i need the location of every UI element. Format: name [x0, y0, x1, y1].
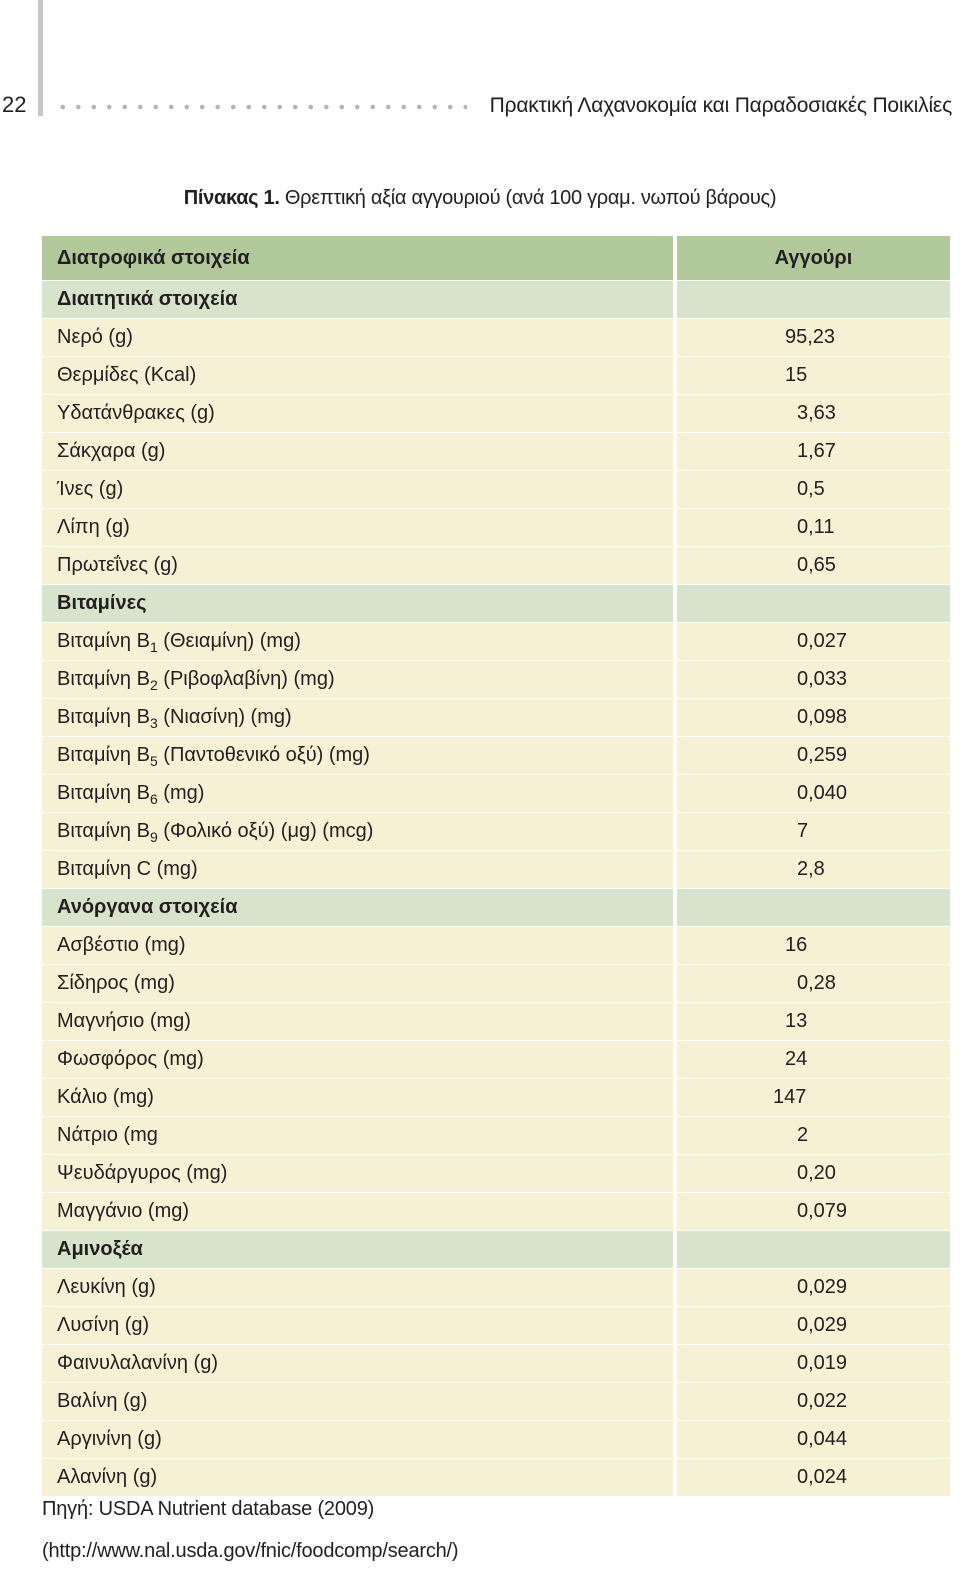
- cucumber-value-cell: [675, 927, 950, 965]
- table-row: [42, 509, 950, 547]
- nutrient-label-cell: [42, 699, 675, 737]
- nutrient-value: 16: [785, 934, 808, 956]
- nutrient-name-suffix: (Νιασίνη) (mg): [157, 706, 292, 728]
- section-empty-cell: [675, 281, 950, 319]
- cucumber-value-cell: [675, 1041, 950, 1079]
- nutrient-label-cell: [42, 1307, 675, 1345]
- table-row: [42, 357, 950, 395]
- vitamin-subscript: 3: [149, 715, 158, 731]
- section-header-row: [42, 889, 950, 927]
- nutrient-value: 0,040: [797, 782, 848, 804]
- table-row: [42, 1459, 950, 1497]
- nutrient-name: Αργινίνη (g): [57, 1428, 162, 1450]
- cucumber-value-cell: [675, 1421, 950, 1459]
- nutrient-value: 15: [785, 364, 808, 386]
- dotted-leader: [55, 103, 467, 111]
- nutrient-value: 0,11: [797, 516, 835, 538]
- nutrient-value: 3,63: [797, 402, 836, 424]
- cucumber-value-cell: [675, 661, 950, 699]
- table-row: [42, 433, 950, 471]
- table-row: [42, 737, 950, 775]
- table-row: [42, 1269, 950, 1307]
- table-row: [42, 851, 950, 889]
- cucumber-value-cell: [675, 1459, 950, 1497]
- nutrient-label-cell: [42, 1155, 675, 1193]
- cucumber-value-cell: [675, 1079, 950, 1117]
- nutrient-label-cell: [42, 1193, 675, 1231]
- section-empty-cell: [675, 585, 950, 623]
- cucumber-value-cell: [675, 737, 950, 775]
- nutrient-value: 7: [797, 820, 809, 842]
- nutrient-name: Βιταμίνη B: [57, 630, 150, 652]
- table-row: [42, 1307, 950, 1345]
- column-header-nutrients: Διατροφικά στοιχεία: [42, 236, 675, 281]
- nutrient-label-cell: [42, 623, 675, 661]
- table-row: [42, 471, 950, 509]
- table-row: [42, 661, 950, 699]
- nutrient-label-cell: [42, 1421, 675, 1459]
- cucumber-value-cell: [675, 471, 950, 509]
- nutrient-value: 0,044: [797, 1428, 848, 1450]
- cucumber-value-cell: [675, 319, 950, 357]
- nutrient-value: 0,027: [797, 630, 848, 652]
- section-empty-cell: [675, 889, 950, 927]
- margin-rule: [38, 0, 43, 116]
- table-row: [42, 1041, 950, 1079]
- table-row: [42, 699, 950, 737]
- cucumber-value-cell: [675, 965, 950, 1003]
- nutrient-name: Βιταμίνη B: [57, 744, 150, 766]
- nutrient-name-suffix: (Θειαμίνη) (mg): [157, 630, 301, 652]
- cucumber-value-cell: [675, 433, 950, 471]
- page-number: 22: [2, 92, 27, 117]
- nutrient-label-cell: [42, 927, 675, 965]
- section-header-row: [42, 585, 950, 623]
- cucumber-value-cell: [675, 547, 950, 585]
- cucumber-value-cell: [675, 1117, 950, 1155]
- nutrient-value: 0,029: [797, 1276, 848, 1298]
- nutrient-name-suffix: (Ριβοφλαβίνη) (mg): [157, 668, 335, 690]
- cucumber-value-cell: [675, 1345, 950, 1383]
- nutrient-value: 0,079: [797, 1200, 848, 1222]
- cucumber-value-cell: [675, 775, 950, 813]
- cucumber-value-cell: [675, 851, 950, 889]
- nutrient-value: 0,024: [797, 1466, 848, 1488]
- nutrient-name: Βαλίνη (g): [57, 1390, 148, 1412]
- nutrient-value: 0,5: [797, 478, 825, 500]
- nutrient-label-cell: [42, 1041, 675, 1079]
- table-row: [42, 1193, 950, 1231]
- nutrient-value: 24: [785, 1048, 808, 1070]
- table-row: [42, 775, 950, 813]
- nutrient-name: Φαινυλαλανίνη (g): [57, 1352, 218, 1374]
- nutrient-label-cell: [42, 1383, 675, 1421]
- nutrient-label-cell: [42, 1459, 675, 1497]
- nutrient-value: 95,23: [785, 326, 836, 348]
- nutrient-value: 0,65: [797, 554, 836, 576]
- nutrient-name: Αλανίνη (g): [57, 1466, 158, 1488]
- nutrient-name-suffix: (mg): [157, 782, 205, 804]
- source-url: (http://www.nal.usda.gov/fnic/foodcomp/search/): [42, 1540, 459, 1562]
- nutrient-name: Νάτριο (mg: [57, 1124, 158, 1146]
- table-row: [42, 813, 950, 851]
- nutrient-name: Λευκίνη (g): [57, 1276, 156, 1298]
- nutrient-name: Σίδηρος (mg): [57, 972, 175, 994]
- nutrient-value: 0,20: [797, 1162, 836, 1184]
- nutrient-label-cell: [42, 547, 675, 585]
- section-header-row: [42, 281, 950, 319]
- cucumber-value-cell: [675, 1003, 950, 1041]
- column-header-cucumber: Αγγούρι: [675, 236, 950, 281]
- nutrient-value: 0,022: [797, 1390, 848, 1412]
- nutrient-value: 0,098: [797, 706, 848, 728]
- table-row: [42, 927, 950, 965]
- nutrient-label-cell: [42, 1079, 675, 1117]
- nutrient-name: Βιταμίνη B: [57, 782, 150, 804]
- table-caption: [0, 187, 960, 210]
- cucumber-value-cell: [675, 813, 950, 851]
- cucumber-value-cell: [675, 1383, 950, 1421]
- nutrition-table: [42, 236, 950, 1497]
- table-row: [42, 1345, 950, 1383]
- nutrient-label-cell: [42, 1345, 675, 1383]
- nutrient-name: Νερό (g): [57, 326, 133, 348]
- nutrient-value: 147: [773, 1086, 807, 1108]
- nutrient-label-cell: [42, 319, 675, 357]
- nutrient-value: 2,8: [797, 858, 825, 880]
- nutrient-value: 2: [797, 1124, 809, 1146]
- vitamin-subscript: 6: [149, 791, 158, 807]
- table-header-row: [42, 236, 950, 281]
- nutrient-name: Λυσίνη (g): [57, 1314, 150, 1336]
- nutrient-label-cell: [42, 509, 675, 547]
- cucumber-value-cell: [675, 1155, 950, 1193]
- nutrient-label-cell: [42, 851, 675, 889]
- table-row: [42, 623, 950, 661]
- vitamin-subscript: 2: [149, 677, 158, 693]
- nutrient-label-cell: [42, 1269, 675, 1307]
- table-row: [42, 965, 950, 1003]
- section-empty-cell: [675, 1231, 950, 1269]
- source-citation: Πηγή: USDA Nutrient database (2009): [42, 1498, 375, 1520]
- cucumber-value-cell: [675, 509, 950, 547]
- nutrient-label-cell: [42, 813, 675, 851]
- table-row: [42, 1383, 950, 1421]
- nutrient-name: Ασβέστιο (mg): [57, 934, 186, 956]
- nutrient-label-cell: [42, 433, 675, 471]
- nutrient-value: 13: [785, 1010, 808, 1032]
- cucumber-value-cell: [675, 1269, 950, 1307]
- nutrient-name: Βιταμίνη B: [57, 706, 150, 728]
- nutrient-label-cell: [42, 471, 675, 509]
- vitamin-subscript: 5: [149, 753, 158, 769]
- section-title: Ανόργανα στοιχεία: [42, 889, 675, 927]
- vitamin-subscript: 1: [149, 639, 158, 655]
- table-row: [42, 1003, 950, 1041]
- table-row: [42, 547, 950, 585]
- nutrient-value: 0,28: [797, 972, 836, 994]
- nutrient-name: Μαγνήσιο (mg): [57, 1010, 191, 1032]
- cucumber-value-cell: [675, 357, 950, 395]
- table-row: [42, 1079, 950, 1117]
- running-header-title: Πρακτική Λαχανοκομία και Παραδοσιακές Ποικιλίες: [489, 94, 952, 117]
- nutrient-name: Ίνες (g): [57, 478, 124, 500]
- cucumber-value-cell: [675, 699, 950, 737]
- cucumber-value-cell: [675, 1307, 950, 1345]
- table-row: [42, 1155, 950, 1193]
- nutrient-label-cell: [42, 1117, 675, 1155]
- nutrient-value: 1,67: [797, 440, 836, 462]
- nutrient-name: Φωσφόρος (mg): [57, 1048, 204, 1070]
- cucumber-value-cell: [675, 623, 950, 661]
- nutrient-name: Μαγγάνιο (mg): [57, 1200, 190, 1222]
- nutrient-name: Βιταμίνη B: [57, 668, 150, 690]
- nutrient-name: Κάλιο (mg): [57, 1086, 154, 1108]
- section-header-row: [42, 1231, 950, 1269]
- table-row: [42, 319, 950, 357]
- nutrient-name: Λίπη (g): [57, 516, 130, 538]
- nutrient-name: Βιταμίνη C (mg): [57, 858, 198, 880]
- caption-text: Θρεπτική αξία αγγουριού (ανά 100 γραμ. νωπού βάρους): [284, 187, 777, 209]
- nutrient-label-cell: [42, 395, 675, 433]
- nutrient-label-cell: [42, 661, 675, 699]
- nutrient-label-cell: [42, 357, 675, 395]
- caption-label: Πίνακας 1.: [183, 187, 280, 209]
- nutrient-name-suffix: (Παντοθενικό οξύ) (mg): [157, 744, 370, 766]
- nutrient-label-cell: [42, 1003, 675, 1041]
- nutrient-value: 0,019: [797, 1352, 848, 1374]
- nutrient-label-cell: [42, 775, 675, 813]
- section-title: Αμινοξέα: [42, 1231, 675, 1269]
- nutrient-name: Υδατάνθρακες (g): [57, 402, 215, 424]
- nutrient-value: 0,033: [797, 668, 848, 690]
- section-title: Διαιτητικά στοιχεία: [42, 281, 675, 319]
- nutrient-name: Πρωτεΐνες (g): [57, 554, 178, 576]
- nutrient-label-cell: [42, 737, 675, 775]
- table-row: [42, 1117, 950, 1155]
- table-row: [42, 395, 950, 433]
- nutrient-value: 0,259: [797, 744, 848, 766]
- nutrient-name-suffix: (Φολικό οξύ) (μg) (mcg): [157, 820, 374, 842]
- nutrient-name: Σάκχαρα (g): [57, 440, 166, 462]
- cucumber-value-cell: [675, 395, 950, 433]
- nutrient-name: Βιταμίνη B: [57, 820, 150, 842]
- vitamin-subscript: 9: [149, 829, 158, 845]
- section-title: Βιταμίνες: [42, 585, 675, 623]
- nutrient-value: 0,029: [797, 1314, 848, 1336]
- nutrient-name: Ψευδάργυρος (mg): [57, 1162, 228, 1184]
- nutrient-name: Θερμίδες (Kcal): [57, 364, 197, 386]
- nutrient-label-cell: [42, 965, 675, 1003]
- table-row: [42, 1421, 950, 1459]
- cucumber-value-cell: [675, 1193, 950, 1231]
